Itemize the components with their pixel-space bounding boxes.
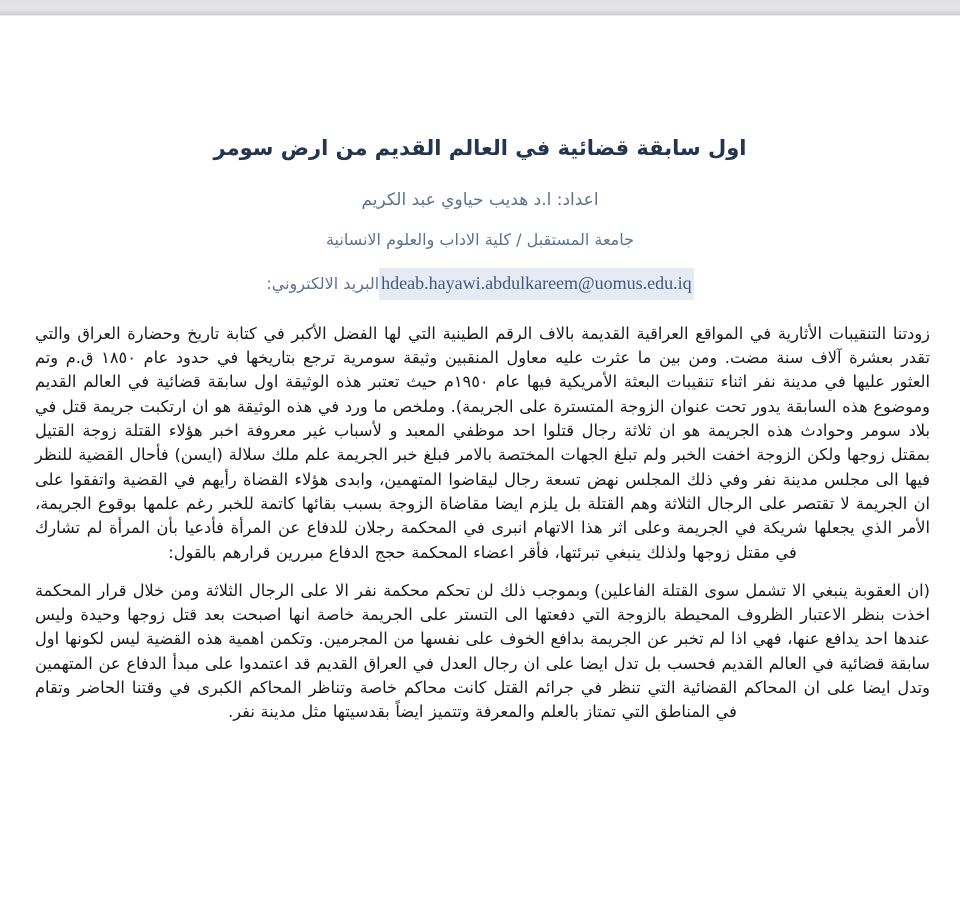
document-page	[0, 16, 960, 900]
body-paragraph: (ان العقوبة ينبغي الا تشمل سوى القتلة الفاعلين) وبموجب ذلك لن تحكم محكمة نفر الا على الرجال الثلاثة ومن خلال قرار المحكمة اخذت بنظر الاعتبار الظروف المحيطة بالزوجة التي دفعتها الى التستر على الجريمة خاصة انها اصبحت بعد قتل زوجها وحيدة وليس عندها احد يدافع عنها، فهي اذا لم تخبر عن الجريمة بدافع الخوف على نفسها من المجرمين. وتكمن اهمية هذه القضية ليس لكونها اول سابقة قضائية في العالم القديم فحسب بل تدل ايضا على ان رجال العدل في العراق القديم قد اعتمدوا على مبدأ الدفاع عن المتهمين وتدل ايضا على ان المحاكم القضائية التي تنظر في جرائم القتل كانت محاكم خاصة وتناظر المحاكم الكبرى في وقتنا الحاضر وتقام في المناطق التي تمتاز بالعلم والمعرفة وتتميز ايضاً بقدسيتها مثل مدينة نفر.	[35, 580, 930, 722]
page-title: اول سابقة قضائية في العالم القديم من ارض سومر	[213, 136, 747, 160]
email-address[interactable]: hdeab.hayawi.abdulkareem@uomus.edu.iq	[379, 268, 693, 300]
email-label: البريد الالكتروني:	[266, 273, 380, 293]
body-paragraph: زودتنا التنقيبات الأثارية في المواقع العراقية القديمة بالاف الرقم الطينية التي لها الفضل الأكبر في كتابة تاريخ وحضارة العراق والتي تقدر بعشرة آلاف سنة مضت. ومن بين ما عثرت عليه معاول المنقبين وثيقة سومرية ترجع بتاريخها في حدود عام ١٨٥٠ ق.م وتم العثور عليها في مدينة نفر اثناء تنقيبات البعثة الأمريكية فيها عام ١٩٥٠م حيث تعتبر هذه الوثيقة اول سابقة قضائية في العالم القديم وموضوع هذه السابقة يدور تحت عنوان الزوجة المتسترة على الجريمة). وملخص ما ورد في هذه الوثيقة هو ان ارتكبت جريمة قتل في بلاد سومر وحوادث هذه الجريمة هو ان ثلاثة رجال قتلوا احد موظفي المعبد و لأسباب غير معروفة اخبر هؤلاء القتلة زوجة القتيل بمقتل زوجها ولكن الزوجة اخفت الخبر ولم تبلغ الجهات المختصة بالامر فبلغ خبر الجريمة علم ملك سلالة (ايسن) فأحال القضية للنظر فيها الى مجلس مدينة نفر وفي ذلك المجلس نهض تسعة رجال ليقاضوا المتهمين، وابدى هؤلاء القضاة رأيهم في القضية واتفقوا على ان الجريمة لا تقتصر على الرجال الثلاثة وهم القتلة بل يلزم ايضا مقاضاة الزوجة بسبب بقائها كاتمة للخبر رغم علمها بوقوع الجريمة، الأمر الذي يجعلها شريكة في الجريمة وعلى اثر هذا الاتهام انبرى في المحكمة رجلان للدفاع عن المرأة فأدعيا بأن المرأة لم تشارك في مقتل زوجها ولذلك ينبغي تبرئتها، فأقر اعضاء المحكمة حجج الدفاع مبررين قرارهم بالقول:	[35, 323, 930, 562]
author-byline: اعداد: ا.د هديب حياوي عبد الكريم	[361, 190, 599, 211]
scan-edge-band	[0, 0, 960, 16]
author-affiliation: جامعة المستقبل / كلية الاداب والعلوم الانسانية	[325, 229, 635, 249]
document-body	[0, 310, 960, 725]
email-line	[0, 268, 960, 300]
document-header	[0, 16, 960, 300]
